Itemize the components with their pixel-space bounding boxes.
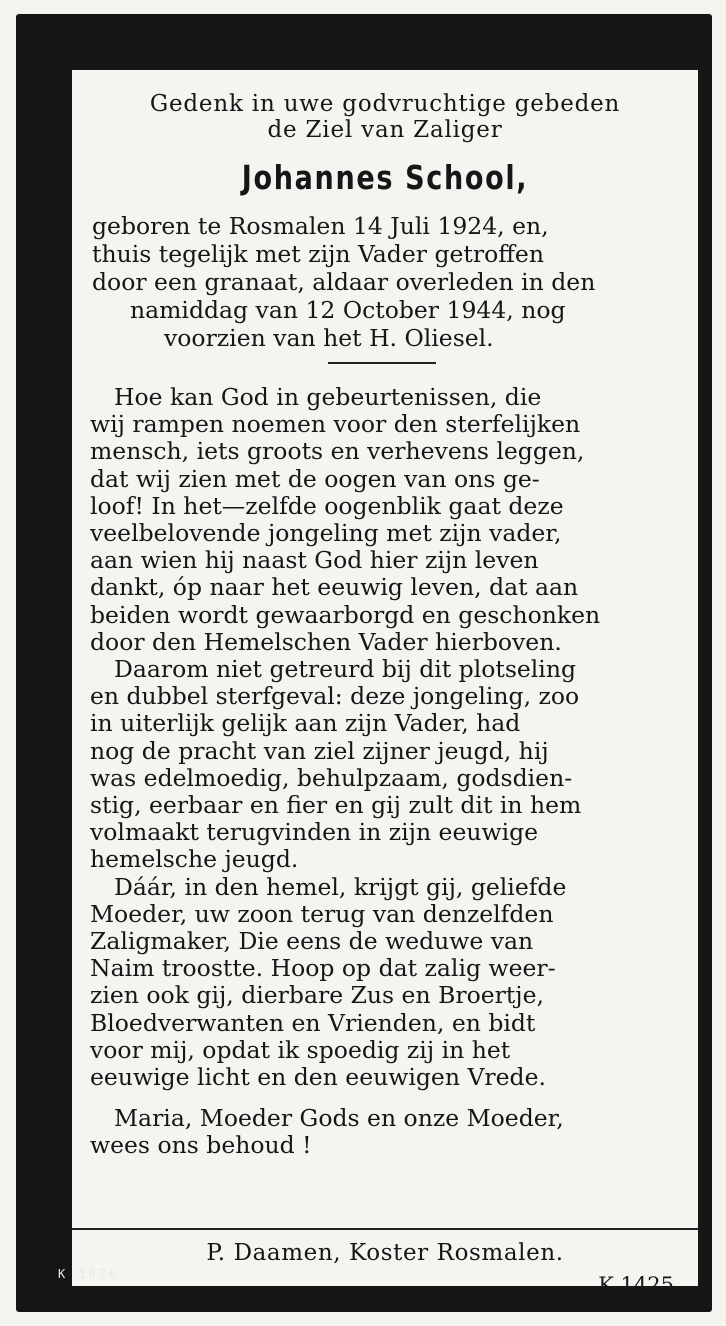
text-line: Dáár, in den hemel, krijgt gij, geliefde (114, 872, 567, 901)
birth-line: door een granaat, aldaar overleden in den (92, 268, 596, 296)
birth-line: thuis tegelijk met zijn Vader getroffen (92, 240, 544, 268)
birth-death-details (92, 212, 726, 352)
deceased-name: Johannes School, (241, 158, 529, 197)
paragraph-4 (90, 1105, 678, 1159)
text-line: eeuwige licht en den eeuwigen Vrede. (90, 1063, 546, 1092)
heading-line-2: de Ziel van Zaliger (267, 117, 503, 143)
text-line: Hoe kan God in gebeurtenissen, die (114, 383, 542, 411)
text-line: Moeder, uw zoon terug van denzelfden (90, 899, 554, 928)
text-line: wij rampen noemen voor den sterfelijken (90, 410, 581, 439)
text-line: wees ons behoud ! (90, 1131, 312, 1160)
text-line: loof! In het—zelfde oogenblik gaat deze (90, 491, 564, 520)
text-line: door den Hemelschen Vader hierboven. (90, 627, 562, 656)
paragraph-3 (90, 874, 678, 1092)
text-line: voor mij, opdat ik spoedig zij in het (90, 1035, 511, 1064)
text-line: mensch, iets groots en verhevens leggen, (90, 437, 585, 466)
prayer-text (90, 384, 678, 1160)
paragraph-1 (90, 384, 678, 656)
archive-code: K 1676 (58, 1267, 120, 1281)
heading-line-1: Gedenk in uwe godvruchtige gebeden (149, 91, 621, 117)
printer-credit: P. Daamen, Koster Rosmalen. (206, 1240, 564, 1266)
section-divider (328, 362, 436, 364)
text-line: Zaligmaker, Die eens de weduwe van (90, 927, 534, 956)
text-line: beiden wordt gewaarborgd en geschonken (90, 600, 601, 629)
text-line: en dubbel sterfgeval: deze jongeling, zoo (90, 682, 580, 711)
birth-line: voorzien van het H. Oliesel. (164, 324, 494, 352)
birth-line: namiddag van 12 October 1944, nog (130, 296, 566, 324)
catalog-code: K 1425 (598, 1273, 674, 1297)
text-line: volmaakt terugvinden in zijn eeuwige (90, 818, 539, 847)
text-line: zien ook gij, dierbare Zus en Broertje, (90, 981, 544, 1010)
text-line: dat wij zien met de oogen van ons ge- (90, 464, 540, 493)
footer-divider (72, 1228, 698, 1230)
text-line: Daarom niet getreurd bij dit plotseling (114, 655, 577, 684)
memorial-card (16, 14, 712, 1312)
text-line: hemelsche jeugd. (90, 845, 299, 874)
text-line: nog de pracht van ziel zijner jeugd, hij (90, 736, 549, 765)
text-line: in uiterlijk gelijk aan zijn Vader, had (90, 709, 521, 738)
text-line: stig, eerbaar en fier en gij zult dit in hem (90, 791, 582, 820)
text-line: Bloedverwanten en Vrienden, en bidt (90, 1008, 536, 1037)
paragraph-2 (90, 656, 678, 874)
card-paper (72, 70, 698, 1297)
text-line: aan wien hij naast God hier zijn leven (90, 546, 539, 575)
birth-line: geboren te Rosmalen 14 Juli 1924, en, (92, 212, 549, 240)
text-line: dankt, óp naar het eeuwig leven, dat aan (90, 573, 579, 602)
text-line: Maria, Moeder Gods en onze Moeder, (114, 1104, 564, 1133)
text-line: Naim troostte. Hoop op dat zalig weer- (90, 954, 556, 983)
text-line: was edelmoedig, behulpzaam, godsdien- (90, 763, 573, 792)
text-line: veelbelovende jongeling met zijn vader, (90, 519, 562, 548)
